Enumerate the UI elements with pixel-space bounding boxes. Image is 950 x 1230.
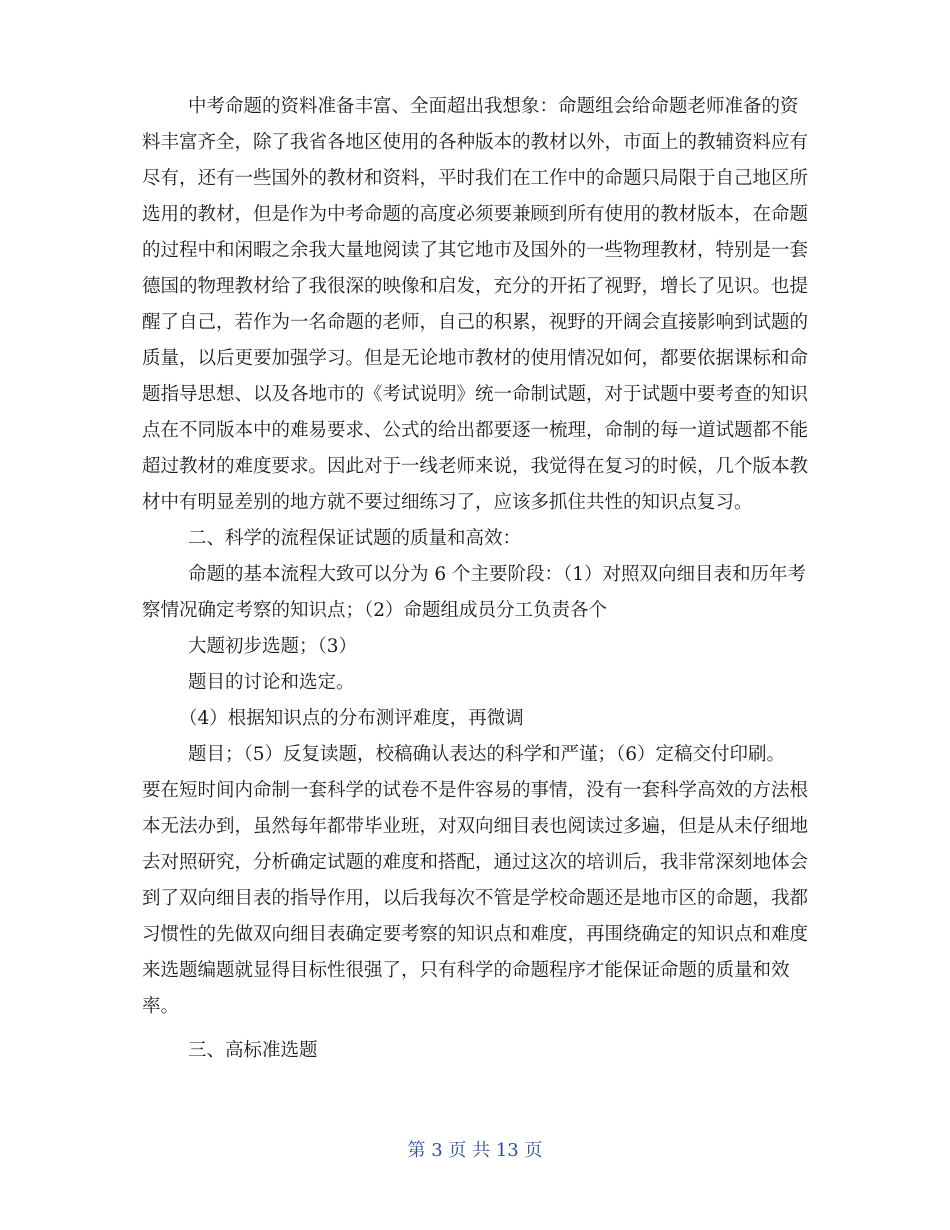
paragraph-line: 尽有，还有一些国外的教材和资料，平时我们在工作中的命题只局限于自己地区所 — [142, 168, 809, 189]
paragraph-line: 材中有明显差别的地方就不要过细练习了，应该多抓住共性的知识点复习。 — [142, 492, 753, 513]
paragraph-line: 要在短时间内命制一套科学的试卷不是件容易的事情，没有一套科学高效的方法根 — [142, 780, 809, 801]
paragraph-line: 大题初步选题；（3） — [188, 636, 358, 657]
paragraph-line: 题目的讨论和选定。 — [188, 672, 355, 693]
paragraph-line: 到了双向细目表的指导作用，以后我每次不管是学校命题还是地市区的命题，我都 — [142, 888, 809, 909]
paragraph-line: 中考命题的资料准备丰富、全面超出我想象：命题组会给命题老师准备的资 — [188, 96, 799, 117]
section-heading: 二、科学的流程保证试题的质量和高效： — [188, 528, 522, 549]
page-number-footer: 第 3 页 共 13 页 — [407, 1140, 543, 1161]
paragraph-line: 质量，以后更要加强学习。但是无论地市教材的使用情况如何，都要依据课标和命 — [142, 348, 809, 369]
paragraph-line: 超过教材的难度要求。因此对于一线老师来说，我觉得在复习的时候，几个版本教 — [142, 456, 809, 477]
section-heading: 三、高标准选题 — [188, 1040, 318, 1061]
paragraph-line: 题目；（5）反复读题，校稿确认表达的科学和严谨；（6）定稿交付印刷。 — [188, 744, 786, 765]
paragraph-line: 来选题编题就显得目标性很强了，只有科学的命题程序才能保证命题的质量和效 — [142, 960, 790, 981]
paragraph-line: 点在不同版本中的难易要求、公式的给出都要逐一梳理，命制的每一道试题都不能 — [142, 420, 809, 441]
paragraph-line: （4）根据知识点的分布测评难度，再微调 — [179, 708, 524, 729]
paragraph-line: 本无法办到，虽然每年都带毕业班，对双向细目表也阅读过多遍，但是从未仔细地 — [142, 816, 809, 837]
paragraph-line: 率。 — [142, 996, 180, 1017]
paragraph-line: 料丰富齐全，除了我省各地区使用的各种版本的教材以外，市面上的教辅资料应有 — [142, 132, 809, 153]
paragraph-line: 习惯性的先做双向细目表确定要考察的知识点和难度，再围绕确定的知识点和难度 — [142, 924, 809, 945]
paragraph-line: 去对照研究，分析确定试题的难度和搭配，通过这次的培训后，我非常深刻地体会 — [142, 852, 809, 873]
paragraph-line: 命题的基本流程大致可以分为 6 个主要阶段：（1）对照双向细目表和历年考 — [188, 564, 807, 585]
paragraph-line: 题指导思想、以及各地市的《考试说明》统一命制试题，对于试题中要考查的知识 — [142, 384, 809, 405]
paragraph-line: 德国的物理教材给了我很深的映像和启发，充分的开拓了视野，增长了见识。也提 — [142, 276, 809, 297]
paragraph-line: 选用的教材，但是作为中考命题的高度必须要兼顾到所有使用的教材版本，在命题 — [142, 204, 809, 225]
paragraph-line: 察情况确定考察的知识点；（2）命题组成员分工负责各个 — [142, 600, 608, 621]
paragraph-line: 的过程中和闲暇之余我大量地阅读了其它地市及国外的一些物理教材，特别是一套 — [142, 240, 809, 261]
paragraph-line: 醒了自己，若作为一名命题的老师，自己的积累，视野的开阔会直接影响到试题的 — [142, 312, 809, 333]
